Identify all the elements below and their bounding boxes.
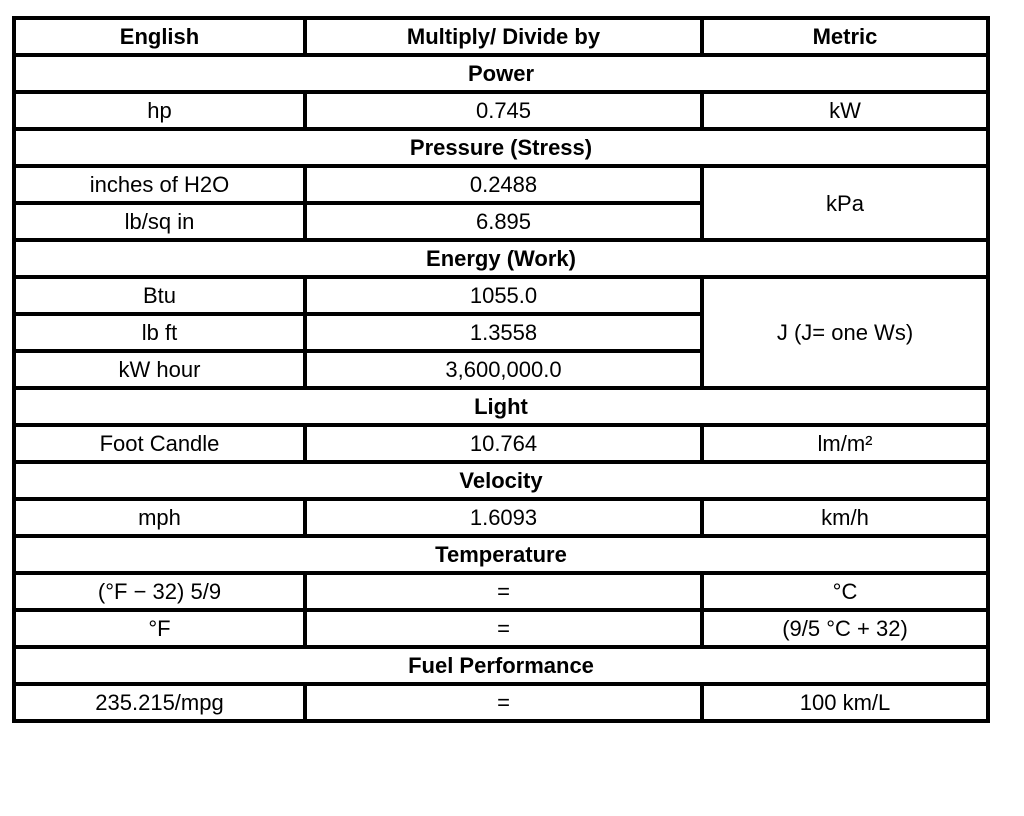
factor-cell: 0.745 <box>305 92 702 129</box>
table-row <box>14 573 988 610</box>
metric-unit-cell: km/h <box>702 499 988 536</box>
factor-cell: 3,600,000.0 <box>305 351 702 388</box>
english-unit-cell: mph <box>14 499 305 536</box>
table-row <box>14 277 988 314</box>
metric-column-header: Metric <box>702 18 988 55</box>
section-row-velocity <box>14 462 988 499</box>
section-row-light <box>14 388 988 425</box>
factor-cell: 1.3558 <box>305 314 702 351</box>
factor-cell: = <box>305 684 702 721</box>
english-unit-cell: inches of H2O <box>14 166 305 203</box>
section-title-light: Light <box>14 388 988 425</box>
english-unit-cell: lb ft <box>14 314 305 351</box>
section-title-velocity: Velocity <box>14 462 988 499</box>
section-row-pressure <box>14 129 988 166</box>
section-row-fuel <box>14 647 988 684</box>
factor-cell: = <box>305 573 702 610</box>
factor-cell: 6.895 <box>305 203 702 240</box>
english-unit-cell: hp <box>14 92 305 129</box>
english-unit-cell: 235.215/mpg <box>14 684 305 721</box>
metric-unit-cell: kPa <box>702 166 988 240</box>
table-row <box>14 684 988 721</box>
english-unit-cell: Foot Candle <box>14 425 305 462</box>
section-title-power: Power <box>14 55 988 92</box>
metric-unit-cell: 100 km/L <box>702 684 988 721</box>
metric-unit-cell: (9/5 °C + 32) <box>702 610 988 647</box>
section-title-pressure: Pressure (Stress) <box>14 129 988 166</box>
factor-cell: 0.2488 <box>305 166 702 203</box>
factor-cell: 1055.0 <box>305 277 702 314</box>
english-column-header: English <box>14 18 305 55</box>
factor-cell: = <box>305 610 702 647</box>
english-unit-cell: °F <box>14 610 305 647</box>
factor-column-header: Multiply/ Divide by <box>305 18 702 55</box>
section-title-energy: Energy (Work) <box>14 240 988 277</box>
table-row <box>14 610 988 647</box>
table-row <box>14 166 988 203</box>
factor-cell: 1.6093 <box>305 499 702 536</box>
factor-cell: 10.764 <box>305 425 702 462</box>
metric-unit-cell: lm/m² <box>702 425 988 462</box>
section-title-temperature: Temperature <box>14 536 988 573</box>
english-unit-cell: Btu <box>14 277 305 314</box>
section-row-energy <box>14 240 988 277</box>
unit-conversion-table <box>12 16 990 723</box>
english-unit-cell: kW hour <box>14 351 305 388</box>
metric-unit-cell: kW <box>702 92 988 129</box>
table-row <box>14 499 988 536</box>
section-row-temperature <box>14 536 988 573</box>
table-row <box>14 92 988 129</box>
metric-unit-cell: °C <box>702 573 988 610</box>
english-unit-cell: (°F − 32) 5/9 <box>14 573 305 610</box>
english-unit-cell: lb/sq in <box>14 203 305 240</box>
section-row-power <box>14 55 988 92</box>
section-title-fuel: Fuel Performance <box>14 647 988 684</box>
table-row <box>14 425 988 462</box>
metric-unit-cell: J (J= one Ws) <box>702 277 988 388</box>
header-row <box>14 18 988 55</box>
